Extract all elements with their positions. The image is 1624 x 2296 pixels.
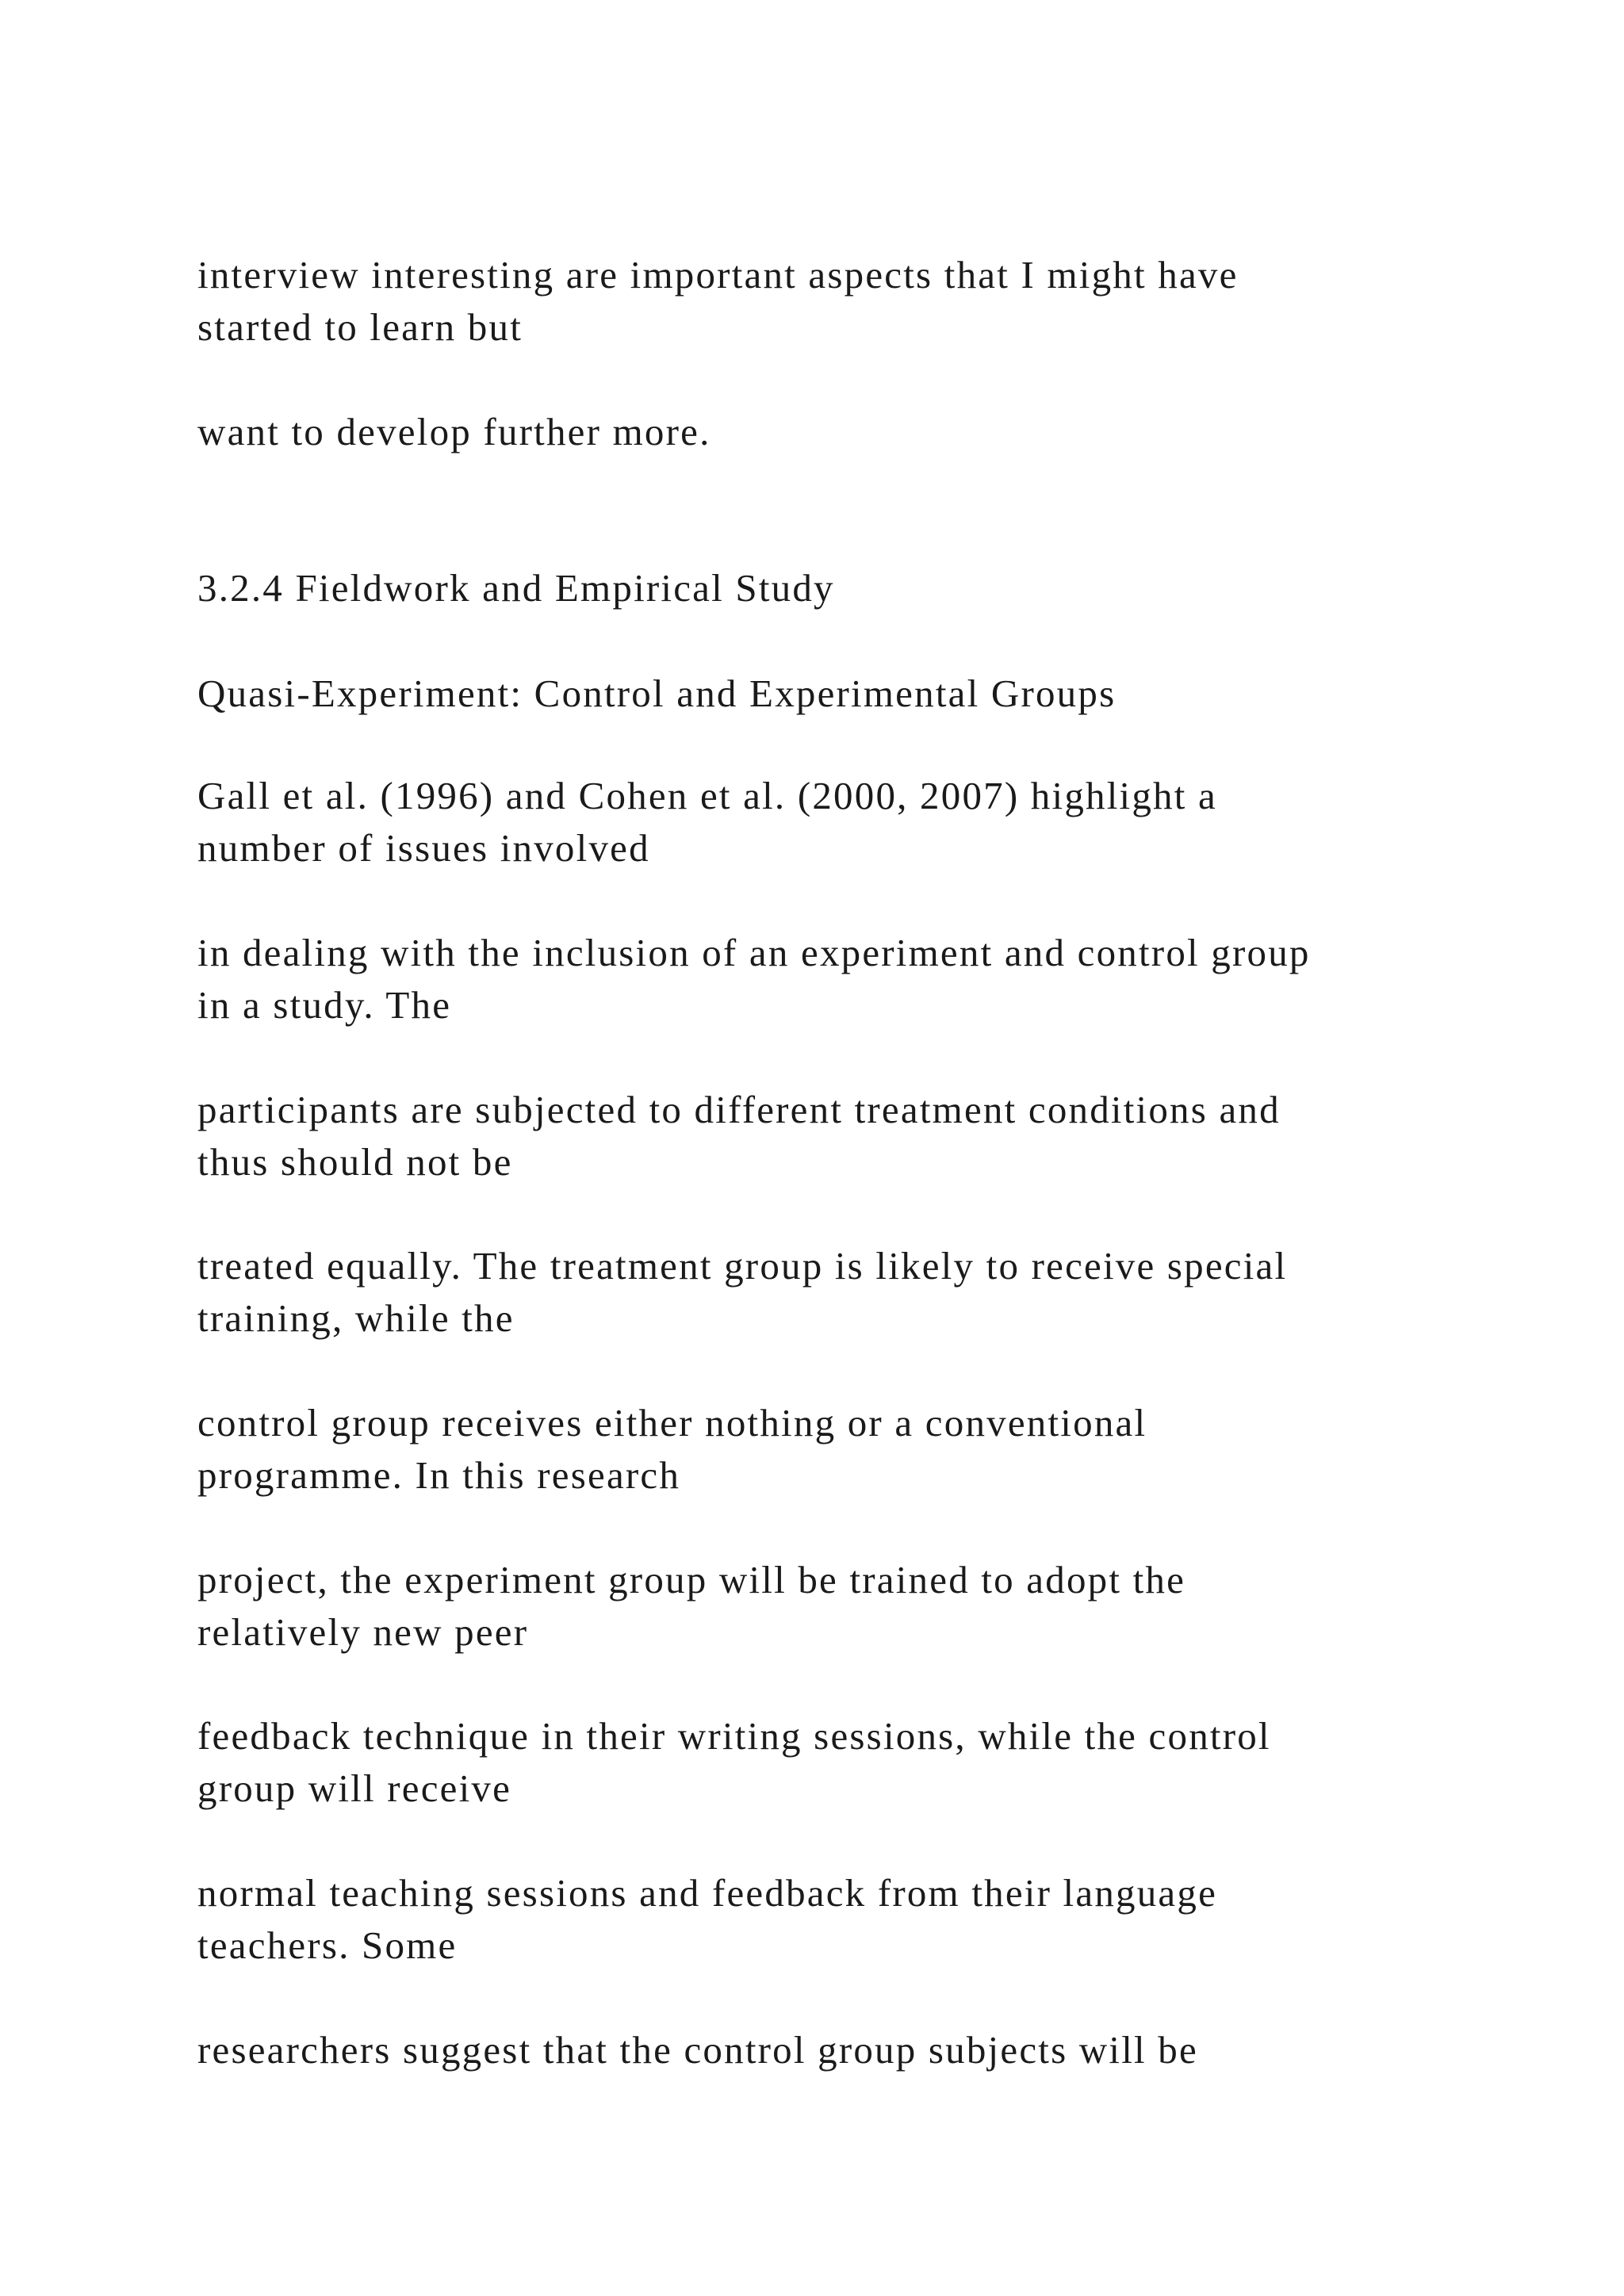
text-line: participants are subjected to different treatment conditions and [197,1088,1281,1131]
text-line: control group receives either nothing or a conventional [197,1401,1147,1445]
section-heading [197,562,1545,614]
text-line: normal teaching sessions and feedback from their language [197,1871,1218,1915]
text-line: project, the experiment group will be trained to adopt the [197,1558,1186,1601]
paragraph-inclusion [197,927,1545,1031]
text-line: training, while the [197,1296,515,1340]
text-line: started to learn but [197,305,523,349]
text-line: group will receive [197,1766,512,1810]
text-line: researchers suggest that the control group subjects will be [197,2028,1198,2072]
text-line: teachers. Some [197,1923,458,1967]
paragraph-develop-further [197,406,1545,458]
text-line: interview interesting are important aspects that I might have [197,253,1239,297]
section-heading-text: 3.2.4 Fieldwork and Empirical Study [197,566,835,610]
text-line: Gall et al. (1996) and Cohen et al. (2000, 2007) highlight a [197,774,1217,817]
text-line: relatively new peer [197,1610,529,1654]
subsection-heading [197,668,1545,720]
text-line: thus should not be [197,1140,513,1184]
paragraph-researchers-suggest [197,2024,1545,2076]
paragraph-feedback-technique [197,1710,1545,1815]
paragraph-interview-aspects [197,249,1545,354]
text-line: in a study. The [197,983,452,1027]
paragraph-normal-teaching [197,1867,1545,1972]
paragraph-participants [197,1084,1545,1188]
text-line: treated equally. The treatment group is likely to receive special [197,1244,1288,1288]
paragraph-project [197,1554,1545,1659]
subsection-heading-text: Quasi-Experiment: Control and Experimental Groups [197,672,1116,715]
text-line: want to develop further more. [197,410,711,453]
paragraph-gall-cohen [197,770,1545,874]
text-line: in dealing with the inclusion of an experiment and control group [197,931,1311,974]
text-line: programme. In this research [197,1453,681,1497]
paragraph-treated-equally [197,1240,1545,1345]
text-line: feedback technique in their writing sessions, while the control [197,1714,1271,1758]
text-line: number of issues involved [197,826,650,870]
paragraph-control-group [197,1397,1545,1502]
